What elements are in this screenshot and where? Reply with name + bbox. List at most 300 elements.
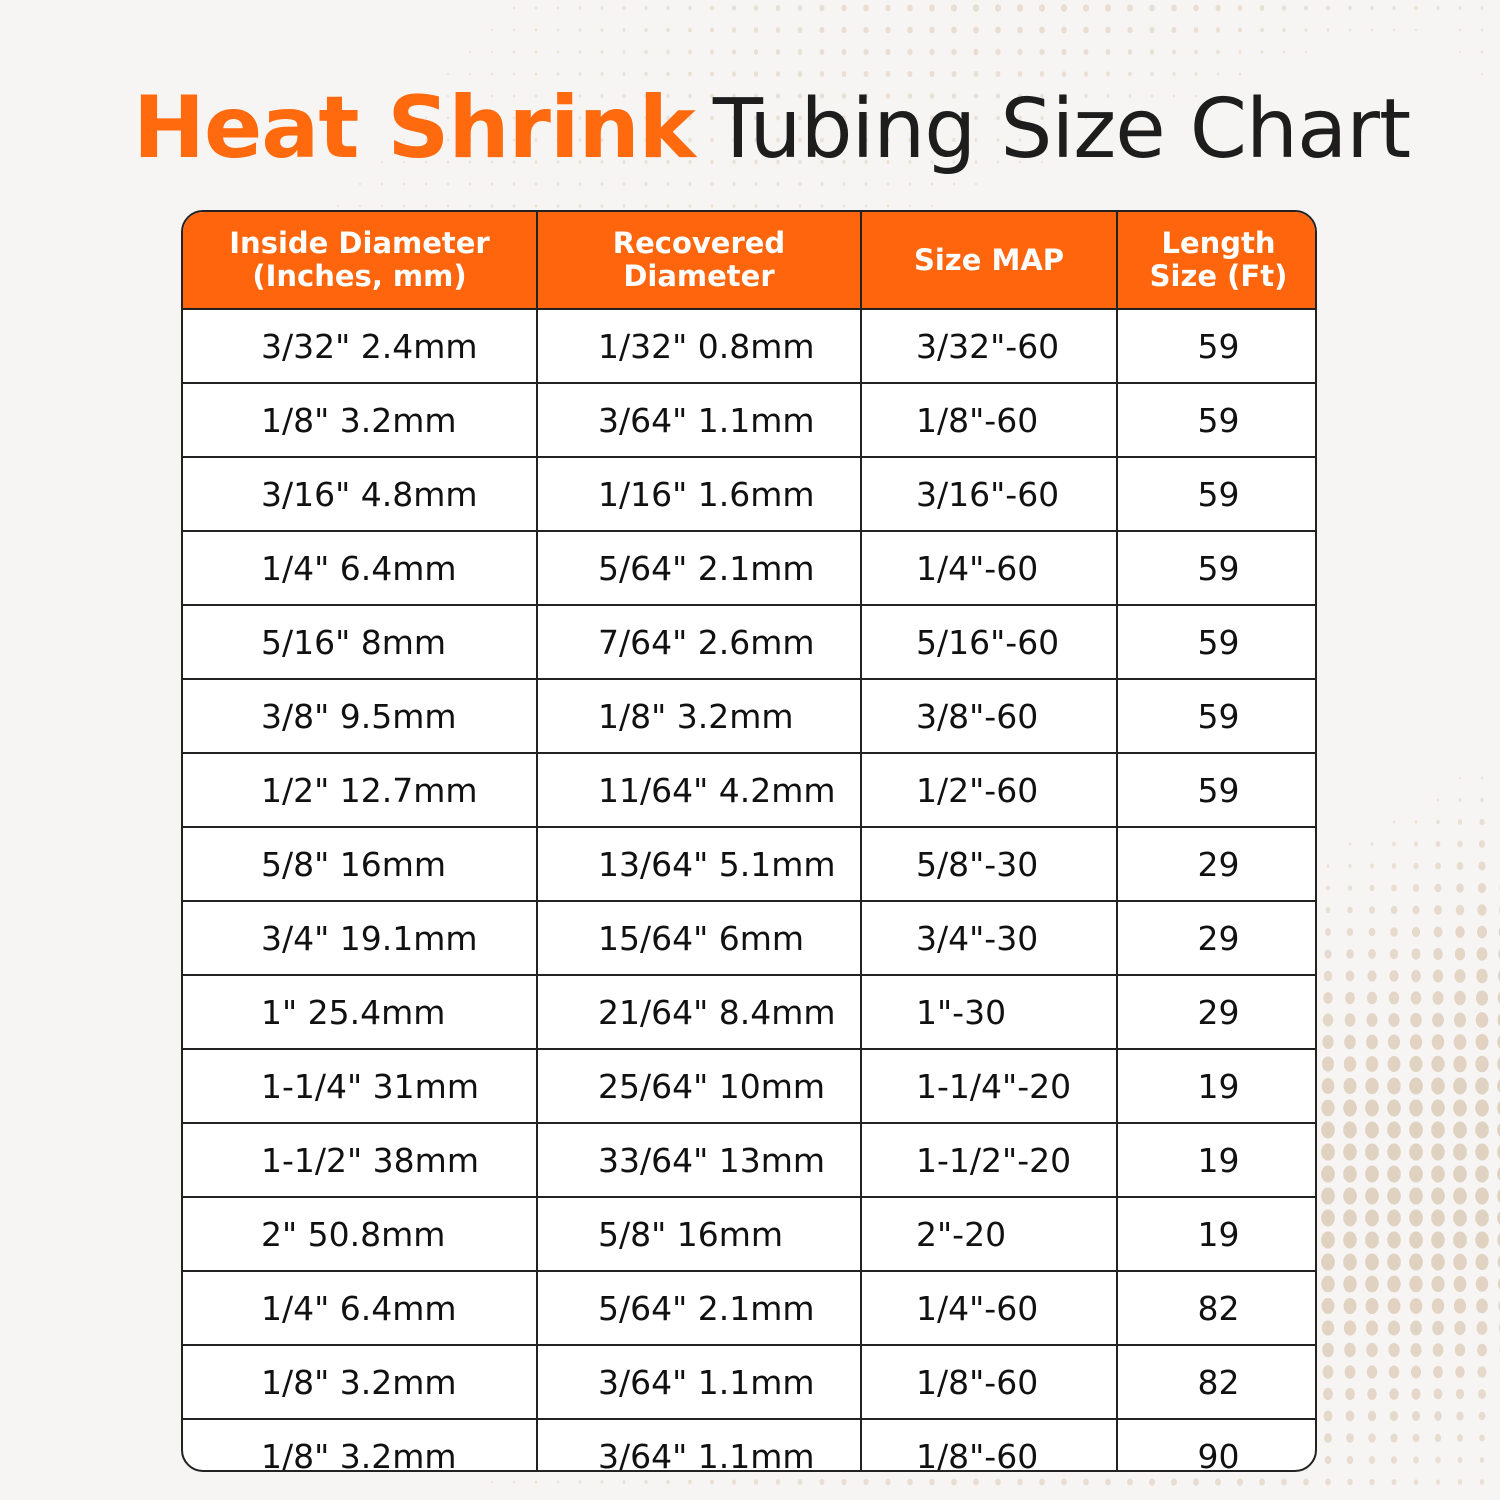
background-dot: [1453, 1188, 1467, 1205]
table-row: [183, 309, 1317, 383]
inside-diameter-header: [183, 212, 537, 309]
background-dot: [1128, 49, 1133, 55]
background-dot: [1343, 1122, 1357, 1139]
background-dot: [1409, 1100, 1423, 1117]
background-dot: [1453, 1232, 1467, 1249]
background-dot: [1150, 49, 1154, 54]
inside-diameter-cell: 1-1/2" 38mm: [183, 1123, 537, 1197]
background-dot: [1171, 1478, 1177, 1485]
background-dot: [579, 50, 582, 54]
background-dot: [1105, 4, 1111, 11]
background-dot: [1432, 1013, 1444, 1028]
background-dot: [1475, 1210, 1489, 1227]
background-dot: [1477, 1321, 1488, 1335]
background-dot: [1238, 5, 1243, 11]
background-dot: [1365, 1276, 1378, 1293]
background-dot: [513, 51, 515, 54]
background-dot: [1321, 1188, 1335, 1205]
background-dot: [1436, 820, 1440, 825]
size-map-cell: 3/4"-30: [861, 901, 1117, 975]
inside-diameter-cell: 3/32" 2.4mm: [183, 309, 537, 383]
header-line: Inside Diameter: [229, 226, 490, 260]
table-row: [183, 901, 1317, 975]
background-dot: [644, 182, 647, 186]
background-dot: [1365, 1254, 1379, 1271]
background-dot: [1410, 1298, 1423, 1314]
background-dot: [1321, 1144, 1335, 1161]
background-dot: [1322, 1320, 1334, 1335]
background-dot: [1412, 905, 1419, 914]
background-dot: [1475, 1166, 1489, 1183]
background-dot: [1348, 864, 1351, 868]
background-dot: [557, 204, 560, 208]
background-dot: [535, 204, 538, 208]
background-dot: [1084, 49, 1089, 55]
background-dot: [1415, 29, 1417, 32]
background-dot: [1475, 1078, 1489, 1095]
background-dot: [1392, 1479, 1397, 1485]
background-dot: [1476, 969, 1488, 983]
background-dot: [1388, 1298, 1401, 1314]
table-row: [183, 1197, 1317, 1271]
background-dot: [907, 1479, 912, 1486]
background-dot: [337, 205, 339, 207]
background-dot: [1388, 1013, 1399, 1027]
background-dot: [1018, 71, 1023, 77]
length-cell: 59: [1117, 457, 1317, 531]
background-dot: [754, 49, 758, 54]
background-dot: [1344, 1035, 1356, 1050]
background-dot: [1321, 1254, 1335, 1271]
background-dot: [1061, 1479, 1067, 1486]
background-dot: [1345, 1365, 1356, 1378]
background-dot: [1282, 28, 1285, 32]
size-map-cell: 1-1/4"-20: [861, 1049, 1117, 1123]
background-dot: [1475, 1232, 1489, 1249]
background-dot: [1346, 1411, 1355, 1422]
background-dot: [1455, 1366, 1464, 1378]
background-dot: [1193, 1478, 1199, 1486]
background-dot: [1409, 1210, 1423, 1227]
background-dot: [1365, 1188, 1379, 1205]
background-dot: [710, 27, 714, 32]
background-dot: [557, 72, 560, 75]
header-line: Length: [1161, 226, 1276, 260]
background-dot: [1084, 71, 1088, 76]
background-dot: [1456, 1389, 1464, 1400]
background-dot: [907, 4, 913, 11]
background-dot: [1325, 1456, 1332, 1464]
length-cell: 19: [1117, 1197, 1317, 1271]
background-dot: [688, 204, 691, 208]
background-dot: [1433, 948, 1443, 960]
background-dot: [1478, 1389, 1486, 1399]
background-dot: [644, 28, 647, 32]
background-dot: [1391, 884, 1397, 891]
length-cell: 90: [1197, 1436, 1240, 1472]
background-dot: [1391, 906, 1398, 914]
background-dot: [1128, 72, 1132, 77]
recovered-diameter-cell: 1/32" 0.8mm: [537, 309, 861, 383]
background-dot: [1431, 1210, 1445, 1227]
background-dot: [1321, 1166, 1335, 1183]
background-dot: [1458, 1479, 1462, 1485]
background-dot: [1453, 1210, 1467, 1227]
background-dot: [1346, 1433, 1354, 1443]
background-dot: [1347, 907, 1352, 914]
background-dot: [688, 50, 692, 55]
background-dot: [579, 1480, 582, 1484]
recovered-diameter-header: [537, 212, 861, 309]
background-dot: [1321, 1210, 1335, 1227]
recovered-diameter-cell: 5/64" 2.1mm: [537, 1271, 861, 1345]
background-dot: [1391, 1456, 1397, 1464]
background-dot: [1479, 819, 1484, 825]
background-dot: [1127, 4, 1133, 11]
background-dot: [1327, 28, 1330, 31]
background-dot: [864, 49, 869, 55]
background-dot: [1475, 1122, 1489, 1139]
background-dot: [1414, 820, 1417, 824]
table-row: [183, 457, 1317, 531]
background-dot: [1195, 72, 1198, 76]
header-line: (Inches, mm): [252, 259, 467, 293]
background-dot: [1455, 926, 1464, 938]
background-dot: [513, 1481, 515, 1484]
table-row: [183, 1271, 1317, 1345]
background-dot: [1322, 1343, 1334, 1357]
background-dot: [1369, 906, 1375, 913]
background-dot: [1172, 72, 1175, 76]
background-dot: [1411, 991, 1422, 1004]
background-dot: [951, 4, 957, 11]
background-dot: [1435, 862, 1441, 869]
background-dot: [557, 50, 560, 53]
background-dot: [1303, 1478, 1309, 1485]
background-dot: [710, 72, 714, 77]
table-row: [183, 531, 1317, 605]
background-dot: [1457, 862, 1464, 870]
background-dot: [1454, 1012, 1466, 1027]
background-dot: [1344, 1320, 1356, 1335]
background-dot: [732, 27, 736, 32]
background-dot: [1390, 1411, 1398, 1421]
background-dot: [1017, 49, 1022, 55]
background-dot: [1458, 1457, 1463, 1463]
background-dot: [1061, 4, 1067, 12]
size-map-cell: 3/8"-60: [861, 679, 1117, 753]
length-cell: 19: [1117, 1049, 1317, 1123]
background-dot: [732, 49, 736, 54]
background-dot: [1368, 1411, 1377, 1422]
background-dot: [732, 1479, 736, 1484]
background-dot: [1365, 1166, 1379, 1183]
header-row: [183, 212, 1317, 309]
background-dot: [1216, 50, 1219, 54]
table-row: [183, 1123, 1317, 1197]
background-dot: [1477, 947, 1488, 961]
background-dot: [1410, 1343, 1421, 1357]
background-dot: [1343, 1144, 1357, 1161]
background-dot: [1369, 1456, 1375, 1464]
background-dot: [1321, 1276, 1334, 1293]
background-dot: [1388, 1320, 1400, 1335]
inside-diameter-cell: 5/8" 16mm: [183, 827, 537, 901]
background-dot: [1435, 1434, 1442, 1442]
background-dot: [1410, 1034, 1422, 1049]
recovered-diameter-cell: 25/64" 10mm: [537, 1049, 861, 1123]
background-dot: [1343, 1188, 1357, 1205]
background-dot: [1344, 1298, 1357, 1314]
header-line: Diameter: [623, 259, 775, 293]
inside-diameter-cell: 1/8" 3.2mm: [183, 383, 537, 457]
length-cell: 29: [1117, 975, 1317, 1049]
background-dot: [1456, 905, 1465, 916]
inside-diameter-cell: 1/4" 6.4mm: [183, 531, 537, 605]
background-dot: [1454, 991, 1466, 1005]
background-dot: [1325, 928, 1331, 936]
table-row: [183, 753, 1317, 827]
background-dot: [951, 1479, 957, 1486]
background-dot: [688, 182, 691, 186]
background-dot: [1431, 1276, 1444, 1292]
background-dot: [1365, 1078, 1378, 1095]
recovered-diameter-cell: 7/64" 2.6mm: [537, 605, 861, 679]
background-dot: [776, 27, 781, 33]
background-dot: [1392, 6, 1396, 11]
background-dot: [820, 71, 825, 77]
inside-diameter-cell: 1" 25.4mm: [183, 975, 537, 1049]
background-dot: [1410, 1321, 1422, 1336]
background-dot: [1238, 50, 1241, 54]
background-dot: [535, 72, 538, 75]
background-dot: [1392, 842, 1396, 846]
background-dot: [1349, 28, 1352, 31]
background-dot: [1367, 970, 1376, 981]
background-dot: [1411, 1388, 1420, 1399]
table-row: [183, 975, 1317, 1049]
background-dot: [1477, 1344, 1487, 1357]
background-dot: [1453, 1056, 1466, 1073]
background-dot: [1367, 992, 1377, 1005]
background-dot: [622, 182, 625, 186]
background-dot: [469, 51, 471, 53]
background-dot: [491, 29, 493, 32]
background-dot: [1371, 29, 1373, 32]
background-dot: [1456, 883, 1464, 892]
length-size-header: [1117, 212, 1317, 309]
background-dot: [1039, 49, 1044, 55]
recovered-diameter-cell: 5/64" 2.1mm: [537, 531, 861, 605]
table-row: [183, 1419, 1317, 1472]
background-dot: [1453, 1122, 1467, 1139]
background-dot: [1457, 841, 1462, 848]
background-dot: [1435, 884, 1442, 893]
background-dot: [1435, 1457, 1440, 1464]
table-row: [183, 827, 1317, 901]
background-dot: [1455, 969, 1466, 983]
recovered-diameter-cell: 15/64" 6mm: [537, 901, 861, 975]
background-dot: [1261, 50, 1264, 53]
background-dot: [1431, 1122, 1445, 1139]
background-dot: [1389, 1388, 1398, 1400]
background-dot: [535, 1480, 537, 1483]
background-dot: [1455, 948, 1465, 961]
background-dot: [1017, 4, 1023, 12]
background-dot: [1061, 27, 1067, 34]
background-dot: [1325, 1479, 1331, 1486]
background-dot: [1348, 6, 1352, 11]
background-dot: [1368, 1433, 1375, 1442]
background-dot: [929, 1479, 934, 1486]
table-row: [183, 383, 1317, 457]
background-dot: [1388, 1034, 1400, 1049]
background-dot: [776, 182, 779, 186]
background-dot: [1324, 1433, 1332, 1443]
background-dot: [1039, 1479, 1045, 1486]
header-line: Size (Ft): [1149, 259, 1288, 293]
length-cell: 29: [1117, 901, 1317, 975]
background-dot: [1387, 1232, 1401, 1249]
background-dot: [842, 49, 847, 55]
background-dot: [1193, 5, 1198, 12]
size-map-cell: 1/4"-60: [861, 531, 1117, 605]
background-dot: [1454, 1298, 1466, 1313]
background-dot: [1459, 777, 1461, 779]
background-dot: [1409, 1078, 1423, 1095]
background-dot: [1106, 49, 1111, 55]
length-cell: 82: [1117, 1345, 1317, 1419]
background-dot: [1194, 50, 1198, 55]
background-dot: [865, 182, 868, 186]
background-dot: [1453, 1078, 1467, 1095]
background-dot: [1259, 1478, 1265, 1485]
background-dot: [535, 50, 538, 53]
background-dot: [1105, 1478, 1111, 1485]
background-dot: [1344, 1056, 1356, 1071]
background-dot: [710, 1479, 714, 1484]
inside-diameter-cell: 1/4" 6.4mm: [183, 1271, 537, 1345]
background-dot: [842, 182, 845, 186]
background-dot: [1480, 1479, 1485, 1485]
background-dot: [1455, 1343, 1465, 1356]
background-dot: [1194, 27, 1199, 33]
background-dot: [1433, 1366, 1443, 1378]
recovered-diameter-cell: 33/64" 13mm: [537, 1123, 861, 1197]
background-dot: [1347, 1479, 1352, 1486]
background-dot: [1346, 971, 1355, 982]
background-dot: [1322, 1298, 1335, 1314]
length-cell: 59: [1117, 531, 1317, 605]
background-dot: [491, 51, 493, 54]
background-dot: [885, 49, 890, 55]
background-dot: [1477, 926, 1487, 939]
background-dot: [733, 204, 736, 208]
background-dot: [1389, 1366, 1399, 1379]
background-dot: [447, 73, 449, 75]
table-row: [183, 605, 1317, 679]
background-dot: [1476, 1299, 1488, 1314]
background-dot: [1062, 49, 1067, 55]
background-dot: [885, 27, 890, 34]
background-dot: [644, 1480, 647, 1484]
background-dot: [1436, 1479, 1440, 1484]
background-dot: [381, 205, 383, 208]
inside-diameter-cell: 1/2" 12.7mm: [183, 753, 537, 827]
background-dot: [1348, 885, 1352, 891]
background-dot: [1454, 1321, 1465, 1335]
background-dot: [1409, 1144, 1423, 1161]
background-dot: [1345, 992, 1355, 1004]
background-dot: [1327, 864, 1330, 868]
background-dot: [1217, 72, 1220, 75]
inside-diameter-cell: 1/8" 3.2mm: [183, 1419, 537, 1472]
background-dot: [425, 183, 427, 186]
background-dot: [1083, 1478, 1089, 1485]
background-dot: [688, 1480, 692, 1485]
background-dot: [842, 71, 847, 77]
background-dot: [1237, 1478, 1243, 1485]
background-dot: [1432, 1321, 1444, 1336]
size-chart-table-container: [181, 210, 1317, 1472]
background-dot: [1458, 819, 1462, 824]
background-dot: [622, 28, 625, 32]
background-dot: [1431, 1056, 1444, 1072]
size-map-cell: 1-1/2"-20: [861, 1123, 1117, 1197]
background-dot: [1409, 1188, 1423, 1205]
background-dot: [1477, 904, 1486, 916]
background-dot: [381, 183, 383, 186]
background-dot: [1436, 6, 1439, 10]
background-dot: [887, 182, 890, 186]
background-dot: [1347, 1456, 1354, 1464]
background-dot: [1326, 5, 1330, 10]
background-dot: [1387, 1276, 1400, 1293]
background-dot: [1392, 863, 1397, 869]
background-dot: [1370, 6, 1374, 11]
background-dot: [1433, 1343, 1444, 1356]
background-dot: [1281, 1478, 1287, 1485]
background-dot: [754, 71, 758, 76]
background-dot: [1260, 5, 1265, 11]
background-dot: [447, 204, 450, 207]
background-dot: [1017, 26, 1023, 33]
background-dot: [1431, 1100, 1445, 1117]
background-dot: [929, 4, 935, 11]
background-dot: [1475, 1100, 1489, 1117]
length-cell: 59: [1117, 753, 1317, 827]
background-dot: [1127, 1478, 1133, 1485]
background-dot: [667, 204, 670, 208]
background-dot: [1345, 1013, 1356, 1026]
inside-diameter-cell: 2" 50.8mm: [183, 1197, 537, 1271]
background-dot: [666, 1480, 670, 1485]
background-dot: [1323, 1365, 1334, 1378]
background-dot: [1323, 1388, 1333, 1400]
background-dot: [710, 182, 713, 186]
recovered-diameter-cell: 1/8" 3.2mm: [537, 679, 861, 753]
background-dot: [1345, 1388, 1355, 1400]
background-dot: [1282, 5, 1286, 10]
background-dot: [1431, 1078, 1445, 1095]
background-dot: [1453, 1254, 1466, 1271]
background-dot: [1413, 863, 1418, 870]
background-dot: [975, 183, 977, 186]
background-dot: [1434, 927, 1443, 938]
background-dot: [1409, 1254, 1423, 1271]
background-dot: [1412, 1411, 1420, 1421]
background-dot: [513, 182, 516, 185]
